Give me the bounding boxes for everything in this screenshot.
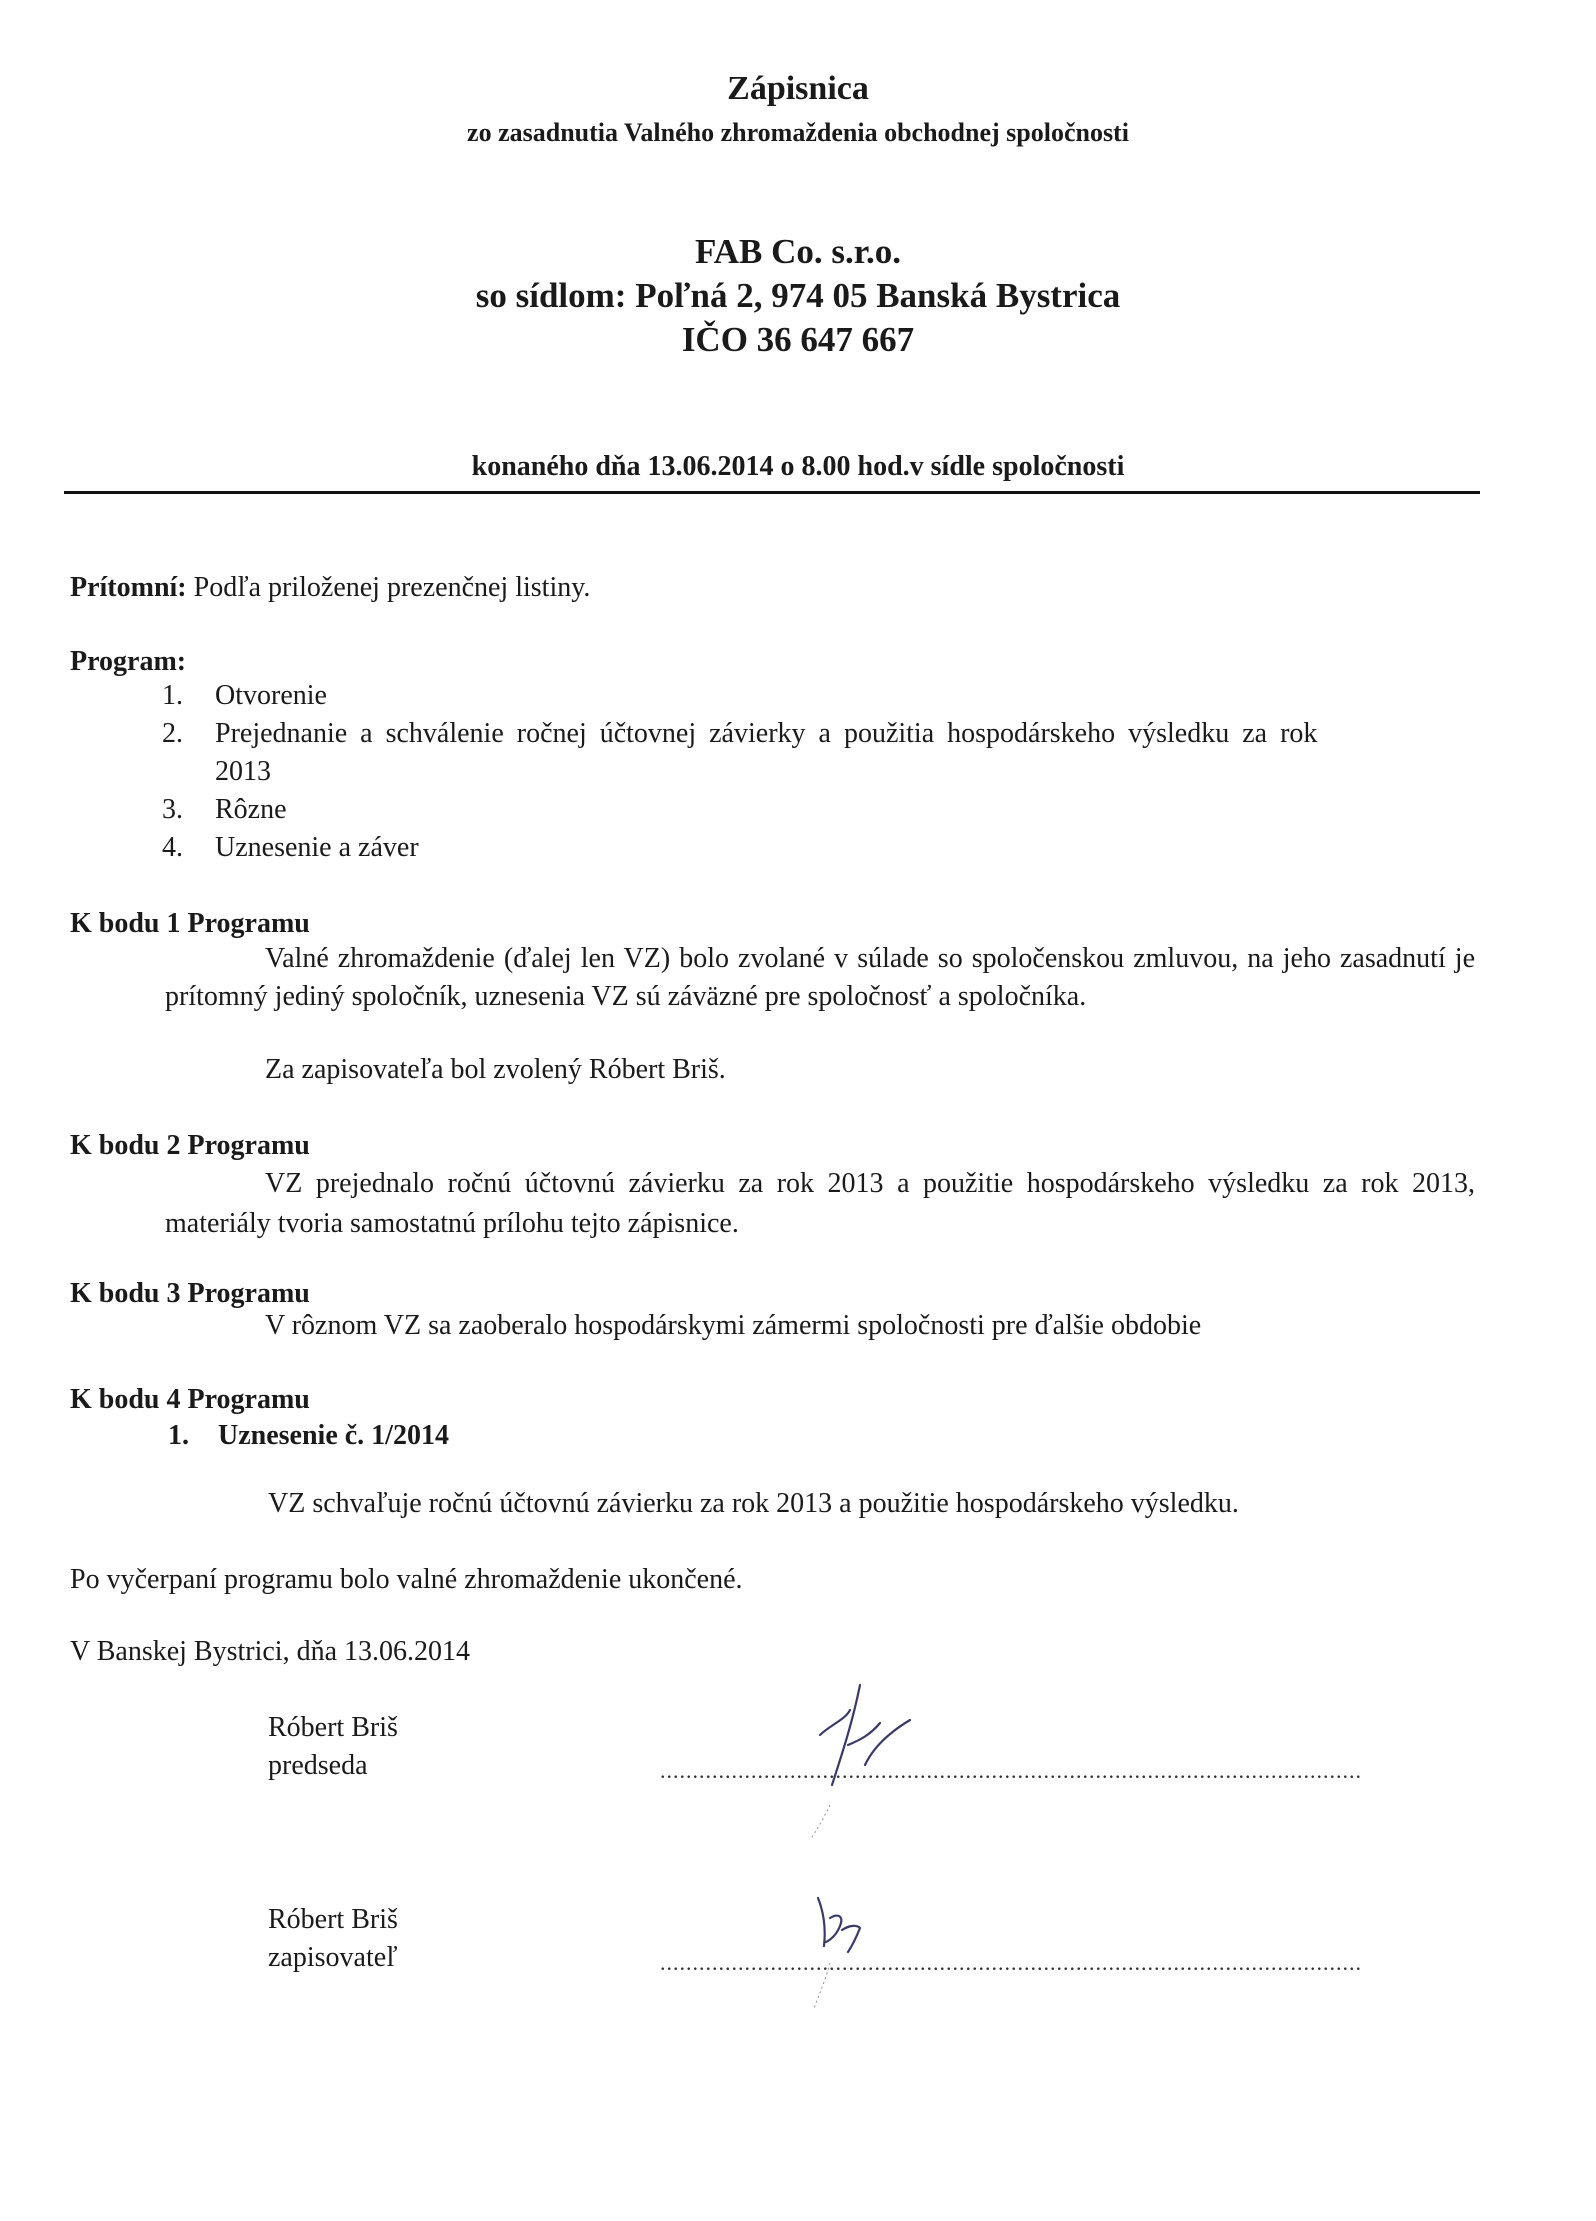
signatory-name: Róbert Briš [268, 1712, 398, 1743]
program-item-num: 1. [162, 680, 183, 711]
signature-line: ............................................................................................................ [660, 1950, 1362, 1975]
program-heading: Program: [70, 646, 187, 677]
present-label: Prítomní: [70, 572, 187, 603]
meeting-held-line: konaného dňa 13.06.2014 o 8.00 hod.v sídle spoločnosti [471, 451, 1125, 482]
point-1-heading: K bodu 1 Programu [70, 908, 310, 939]
point-1-paragraph-2: Za zapisovateľa bol zvolený Róbert Briš. [265, 1054, 726, 1085]
point-2-heading: K bodu 2 Programu [70, 1130, 310, 1161]
program-item: Prejednanie a schválenie ročnej účtovnej závierky a použitia hospodárskeho výsledku za rok [215, 718, 1318, 749]
document-subtitle: zo zasadnutia Valného zhromaždenia obchodnej spoločnosti [467, 118, 1129, 147]
company-name: FAB Co. s.r.o. [694, 232, 902, 271]
resolution-label: Uznesenie č. 1/2014 [218, 1420, 449, 1451]
present-text: Podľa priloženej prezenčnej listiny. [193, 572, 591, 603]
program-item: Rôzne [215, 794, 287, 825]
resolution-number: 1. [168, 1420, 189, 1451]
signatory-role: predseda [268, 1750, 368, 1781]
company-ico: IČO 36 647 667 [681, 320, 915, 359]
point-4-paragraph: VZ schvaľuje ročnú účtovnú závierku za rok 2013 a použitie hospodárskeho výsledku. [268, 1488, 1239, 1519]
signature-zapisovatel [790, 1868, 910, 2018]
program-item-continued: 2013 [215, 756, 271, 787]
place-and-date: V Banskej Bystrici, dňa 13.06.2014 [70, 1636, 471, 1667]
point-1-paragraph: Valné zhromaždenie (ďalej len VZ) bolo zvolané v súlade so spoločenskou zmluvou, na jeho zasadnutí je prítomný jediný spoločník, uznesenia VZ sú záväzné pre spoločnosť a spoločníka. [165, 943, 1475, 1012]
point-3-heading: K bodu 3 Programu [70, 1278, 310, 1309]
program-item-num: 3. [162, 794, 183, 825]
point-2-paragraph: VZ prejednalo ročnú účtovnú závierku za rok 2013 a použitie hospodárskeho výsledku za rok 2013, materiály tvoria samostatnú prílohu tejto zápisnice. [165, 1168, 1475, 1239]
company-seat: so sídlom: Poľná 2, 974 05 Banská Bystrica [475, 276, 1121, 315]
signature-predseda [790, 1665, 940, 1845]
program-item: Otvorenie [215, 680, 327, 711]
program-item: Uznesenie a záver [215, 832, 419, 863]
closing-sentence: Po vyčerpaní programu bolo valné zhromaždenie ukončené. [70, 1564, 743, 1595]
point-3-paragraph: V rôznom VZ sa zaoberalo hospodárskymi zámermi spoločnosti pre ďalšie obdobie [265, 1310, 1202, 1341]
document-title: Zápisnica [727, 70, 869, 107]
program-item-num: 4. [162, 832, 183, 863]
signatory-role: zapisovateľ [268, 1942, 398, 1973]
point-4-heading: K bodu 4 Programu [70, 1384, 310, 1415]
signature-line: ............................................................................................................ [660, 1758, 1362, 1783]
signatory-name: Róbert Briš [268, 1904, 398, 1935]
program-item-num: 2. [162, 718, 183, 749]
present-line [70, 572, 590, 604]
header-divider [64, 491, 1480, 494]
